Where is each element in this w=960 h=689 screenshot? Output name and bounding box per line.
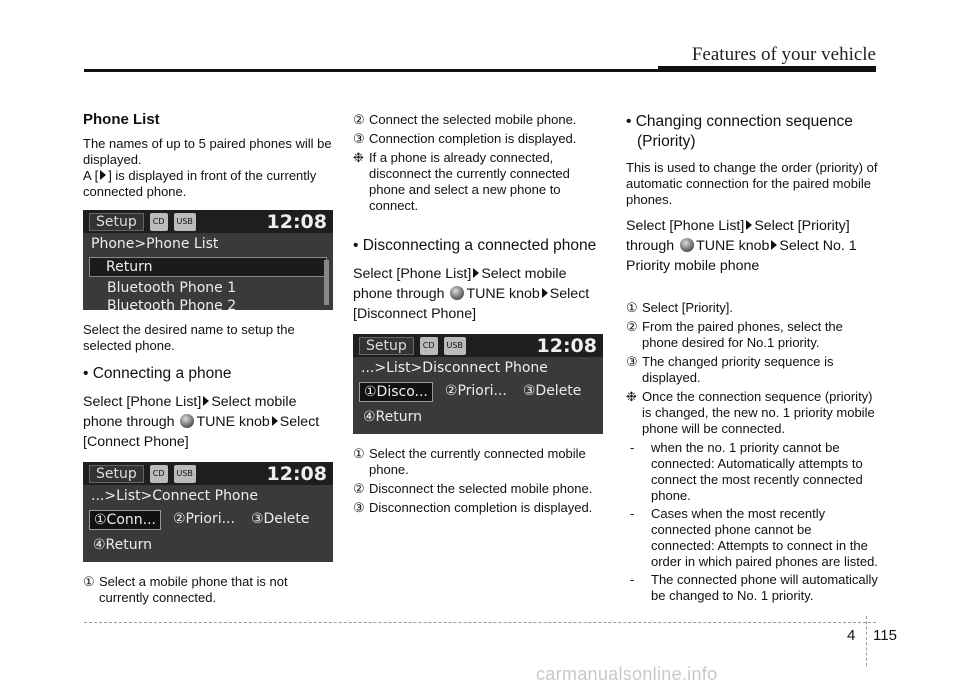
instr-part: Select [Connect Phone] [83, 414, 320, 450]
footer-rule [84, 622, 876, 623]
list-item [353, 131, 605, 147]
play-arrow-icon [100, 170, 106, 180]
subheading-connecting: • Connecting a phone [83, 365, 232, 382]
dash-text: when the no. 1 priority cannot be connected: Automatically attempts to connect the most recently connected phone. [651, 440, 863, 503]
screen-btn-connect: ①Conn... [89, 510, 161, 530]
item-text: Select the currently connected mobile phone. [369, 446, 586, 477]
cd-badge: CD [150, 465, 168, 483]
cd-badge: CD [420, 337, 438, 355]
subheading-disconnecting: • Disconnecting a connected phone [353, 237, 597, 254]
section-header-title: Features of your vehicle [691, 44, 876, 65]
item-number: ③ [353, 131, 365, 146]
chapter-number: 4 [847, 627, 856, 644]
dash-text: The connected phone will automatically be changed to No. 1 priority. [651, 572, 878, 603]
tune-knob-icon [680, 238, 694, 252]
list-item [626, 319, 878, 351]
footer-divider [866, 616, 867, 666]
play-arrow-icon [272, 416, 278, 426]
subheading-line: (Priority) [637, 133, 696, 150]
item-number: ② [353, 112, 365, 127]
note-text: Once the connection sequence (priority) is changed, the new no. 1 priority mobile phone will be connected. [642, 389, 875, 436]
tune-knob-icon [450, 286, 464, 300]
item-number: ③ [353, 500, 365, 515]
list-item [353, 112, 605, 128]
screen-clock: 12:08 [266, 210, 327, 233]
dash-item [630, 506, 878, 570]
list-item [626, 354, 878, 386]
header-tab [658, 66, 876, 72]
usb-badge: USB [444, 337, 466, 355]
item-number: ③ [626, 354, 638, 369]
screen-btn-priority: ②Priori... [444, 383, 507, 399]
screen-disconnect-phone [353, 334, 603, 434]
note-text: If a phone is already connected, disconnect the currently connected phone and select a new phone to connect. [369, 150, 570, 213]
instr-part: TUNE knob [466, 286, 540, 302]
item-text: Connection completion is displayed. [369, 131, 577, 146]
screen-row-phone-2: Bluetooth Phone 2 [107, 298, 237, 310]
instr-part: Select [Priority] through [626, 218, 850, 254]
screen-clock: 12:08 [266, 462, 327, 485]
instruction-disconnect [353, 264, 605, 324]
list-item [626, 300, 878, 316]
paragraph-paired-phones: The names of up to 5 paired phones will be displayed. [83, 136, 332, 167]
instr-part: Select mobile phone through [83, 394, 297, 430]
screen-scrollbar [324, 260, 329, 305]
paragraph-select-name: Select the desired name to setup the selected phone. [83, 322, 295, 353]
instr-part: Select [Phone List] [83, 394, 202, 410]
item-text: Select [Priority]. [642, 300, 734, 315]
paragraph-priority: This is used to change the order (priority) of automatic connection for the paired mobile phones. [626, 160, 878, 207]
play-arrow-icon [542, 288, 548, 298]
text-part: A [ [83, 168, 99, 183]
play-arrow-icon [746, 220, 752, 230]
item-number: ① [626, 300, 638, 315]
dash-mark: - [630, 506, 635, 521]
instr-part: TUNE knob [696, 238, 770, 254]
dash-text: Cases when the most recently connected phone cannot be connected: Attempts to connect in the order in which paired phones are listed. [651, 506, 878, 569]
play-arrow-icon [203, 396, 209, 406]
item-number: ② [626, 319, 638, 334]
screen-btn-delete: ③Delete [250, 511, 310, 527]
column-left [83, 112, 335, 609]
item-text: Select a mobile phone that is not currently connected. [99, 574, 288, 605]
item-text: Disconnect the selected mobile phone. [369, 481, 593, 496]
note-item [353, 150, 605, 214]
subheading-priority [626, 112, 878, 152]
screen-status-bar [83, 210, 333, 233]
play-arrow-icon [473, 268, 479, 278]
column-right [626, 112, 878, 606]
instr-part: Select [Phone List] [353, 266, 472, 282]
instruction-connect [83, 392, 335, 452]
screen-phone-list [83, 210, 333, 310]
screen-breadcrumb: ...>List>Disconnect Phone [361, 360, 548, 376]
item-text: The changed priority sequence is displayed. [642, 354, 834, 385]
screen-setup-label: Setup [359, 337, 414, 355]
spacer [626, 286, 878, 300]
screen-connect-phone [83, 462, 333, 562]
dash-mark: - [630, 440, 635, 455]
screen-btn-disconnect: ①Disco... [359, 382, 433, 402]
usb-badge: USB [174, 213, 196, 231]
screen-btn-delete: ③Delete [522, 383, 582, 399]
screen-clock: 12:08 [536, 334, 597, 357]
screen-setup-label: Setup [89, 213, 144, 231]
screen-button-row [83, 507, 333, 533]
screen-btn-return: ④Return [93, 537, 153, 553]
column-middle [353, 112, 605, 519]
item-text: Disconnection completion is displayed. [369, 500, 593, 515]
list-item [83, 574, 335, 606]
note-item [626, 389, 878, 437]
screen-breadcrumb: ...>List>Connect Phone [91, 488, 258, 504]
screen-btn-return: ④Return [363, 409, 423, 425]
subheading-line: • Changing connection sequence [626, 113, 853, 130]
list-item [353, 446, 605, 478]
play-arrow-icon [771, 240, 777, 250]
screen-status-bar [353, 334, 603, 357]
screen-button-row [83, 533, 333, 557]
item-number: ② [353, 481, 365, 496]
tune-knob-icon [180, 414, 194, 428]
dash-item [630, 572, 878, 604]
screen-row-return: Return [89, 257, 327, 277]
screen-btn-priority: ②Priori... [173, 511, 235, 527]
screen-row-phone-1: Bluetooth Phone 1 [107, 280, 237, 296]
screen-setup-label: Setup [89, 465, 144, 483]
item-number: ① [83, 574, 95, 589]
instr-part: TUNE knob [196, 414, 270, 430]
note-icon: ❉ [626, 389, 637, 404]
instr-part: Select [Disconnect Phone] [353, 286, 590, 322]
instr-part: Select [Phone List] [626, 218, 745, 234]
item-text: Connect the selected mobile phone. [369, 112, 577, 127]
screen-breadcrumb: Phone>Phone List [91, 236, 219, 252]
screen-button-row [353, 379, 603, 405]
screen-button-row [353, 405, 603, 429]
text-part: ] is displayed in front of the currently connected phone. [83, 168, 317, 199]
dash-item [630, 440, 878, 504]
item-text: From the paired phones, select the phone desired for No.1 priority. [642, 319, 843, 350]
cd-badge: CD [150, 213, 168, 231]
section-title-phone-list: Phone List [83, 111, 160, 128]
usb-badge: USB [174, 465, 196, 483]
instr-part: Select No. 1 Priority mobile phone [626, 238, 857, 274]
screen-status-bar [83, 462, 333, 485]
instruction-priority [626, 216, 878, 276]
page-number: 115 [873, 627, 897, 644]
list-item [353, 481, 605, 497]
paragraph-connected-marker [83, 168, 335, 200]
watermark-text: carmanualsonline.info [536, 664, 718, 684]
note-icon: ❉ [353, 150, 364, 165]
list-item [353, 500, 605, 516]
dash-mark: - [630, 572, 635, 587]
item-number: ① [353, 446, 365, 461]
instr-part: Select mobile phone through [353, 266, 567, 302]
